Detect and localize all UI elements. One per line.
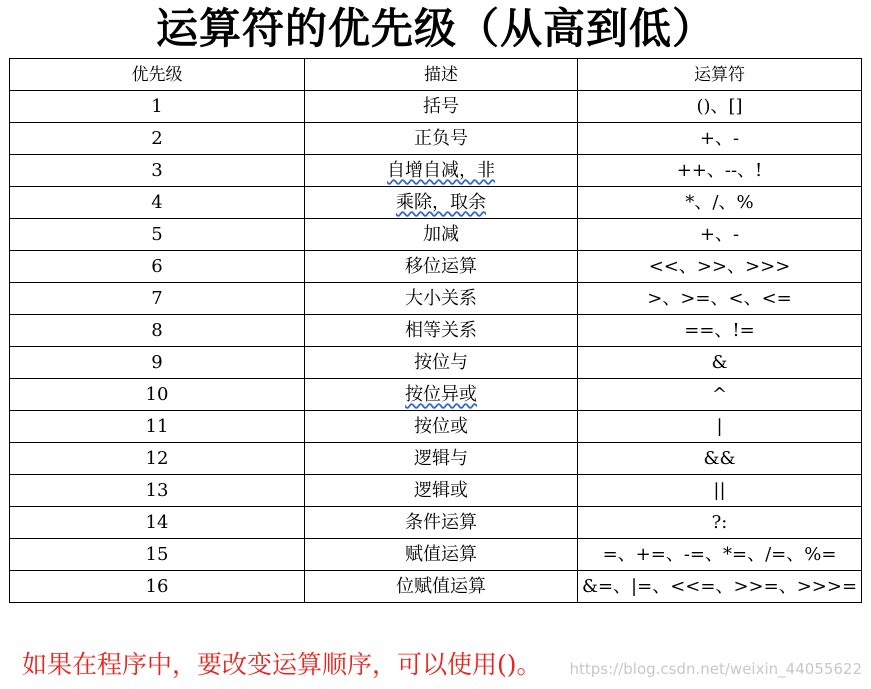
description-cell <box>305 283 578 315</box>
description-cell <box>305 91 578 123</box>
operators-cell: & <box>578 347 862 379</box>
description-cell <box>305 411 578 443</box>
description-text: 条件运算 <box>405 511 477 533</box>
description-cell <box>305 347 578 379</box>
description-text: 逻辑与 <box>414 447 468 469</box>
description-text: 相等关系 <box>405 319 477 341</box>
description-text: 加减 <box>423 223 459 245</box>
operators-cell: +、- <box>578 219 862 251</box>
table-header-row <box>10 59 862 91</box>
table-row <box>10 155 862 187</box>
description-cell <box>305 123 578 155</box>
priority-cell: 13 <box>10 475 305 507</box>
header-operators: 运算符 <box>578 59 862 91</box>
description-cell <box>305 155 578 187</box>
description-cell <box>305 379 578 411</box>
priority-cell: 8 <box>10 315 305 347</box>
table-row <box>10 315 862 347</box>
operators-cell: | <box>578 411 862 443</box>
table-row <box>10 411 862 443</box>
operators-cell: || <box>578 475 862 507</box>
description-text: 括号 <box>423 95 459 117</box>
description-cell <box>305 571 578 603</box>
priority-cell: 14 <box>10 507 305 539</box>
description-cell <box>305 251 578 283</box>
description-text: 位赋值运算 <box>396 575 486 597</box>
table-row <box>10 347 862 379</box>
operators-cell: ==、!= <box>578 315 862 347</box>
operators-cell: +、- <box>578 123 862 155</box>
priority-cell: 12 <box>10 443 305 475</box>
operators-cell: ^ <box>578 379 862 411</box>
watermark-url: https://blog.csdn.net/weixin_44055622 <box>569 660 862 678</box>
table-row <box>10 507 862 539</box>
operator-precedence-table <box>9 58 862 603</box>
priority-cell: 4 <box>10 187 305 219</box>
description-text: 逻辑或 <box>414 479 468 501</box>
operators-cell: <<、>>、>>> <box>578 251 862 283</box>
priority-cell: 10 <box>10 379 305 411</box>
operators-cell: ?: <box>578 507 862 539</box>
description-cell <box>305 187 578 219</box>
operators-cell: *、/、% <box>578 187 862 219</box>
table-row <box>10 443 862 475</box>
table-row <box>10 475 862 507</box>
operators-cell: >、>=、<、<= <box>578 283 862 315</box>
description-text: 按位或 <box>414 415 468 437</box>
header-description: 描述 <box>305 59 578 91</box>
operators-cell: =、+=、-=、*=、/=、%= <box>578 539 862 571</box>
table-body <box>10 91 862 603</box>
priority-cell: 11 <box>10 411 305 443</box>
description-text: 移位运算 <box>405 255 477 277</box>
priority-cell: 3 <box>10 155 305 187</box>
priority-cell: 1 <box>10 91 305 123</box>
description-text: 按位与 <box>414 351 468 373</box>
description-text: 赋值运算 <box>405 543 477 565</box>
description-cell <box>305 443 578 475</box>
table-row <box>10 539 862 571</box>
description-cell <box>305 475 578 507</box>
priority-cell: 5 <box>10 219 305 251</box>
description-cell <box>305 507 578 539</box>
operators-cell: ()、[] <box>578 91 862 123</box>
description-text: 按位异或 <box>405 383 477 405</box>
priority-cell: 6 <box>10 251 305 283</box>
description-cell <box>305 315 578 347</box>
table-row <box>10 123 862 155</box>
priority-cell: 9 <box>10 347 305 379</box>
table-row <box>10 91 862 123</box>
priority-cell: 7 <box>10 283 305 315</box>
operators-cell: ++、--、! <box>578 155 862 187</box>
description-text: 乘除，取余 <box>396 191 486 213</box>
priority-cell: 16 <box>10 571 305 603</box>
table-row <box>10 283 862 315</box>
table-row <box>10 379 862 411</box>
description-cell <box>305 219 578 251</box>
description-text: 正负号 <box>414 127 468 149</box>
operators-cell: && <box>578 443 862 475</box>
table-row <box>10 187 862 219</box>
table-row <box>10 251 862 283</box>
priority-cell: 2 <box>10 123 305 155</box>
operators-cell: &=、|=、<<=、>>=、>>>= <box>578 571 862 603</box>
description-cell <box>305 539 578 571</box>
header-priority: 优先级 <box>10 59 305 91</box>
description-text: 大小关系 <box>405 287 477 309</box>
priority-cell: 15 <box>10 539 305 571</box>
usage-note: 如果在程序中，要改变运算顺序，可以使用()。 <box>22 650 542 679</box>
table-row <box>10 219 862 251</box>
description-text: 自增自减，非 <box>387 159 495 181</box>
table-row <box>10 571 862 603</box>
page-title: 运算符的优先级（从高到低） <box>155 4 715 53</box>
